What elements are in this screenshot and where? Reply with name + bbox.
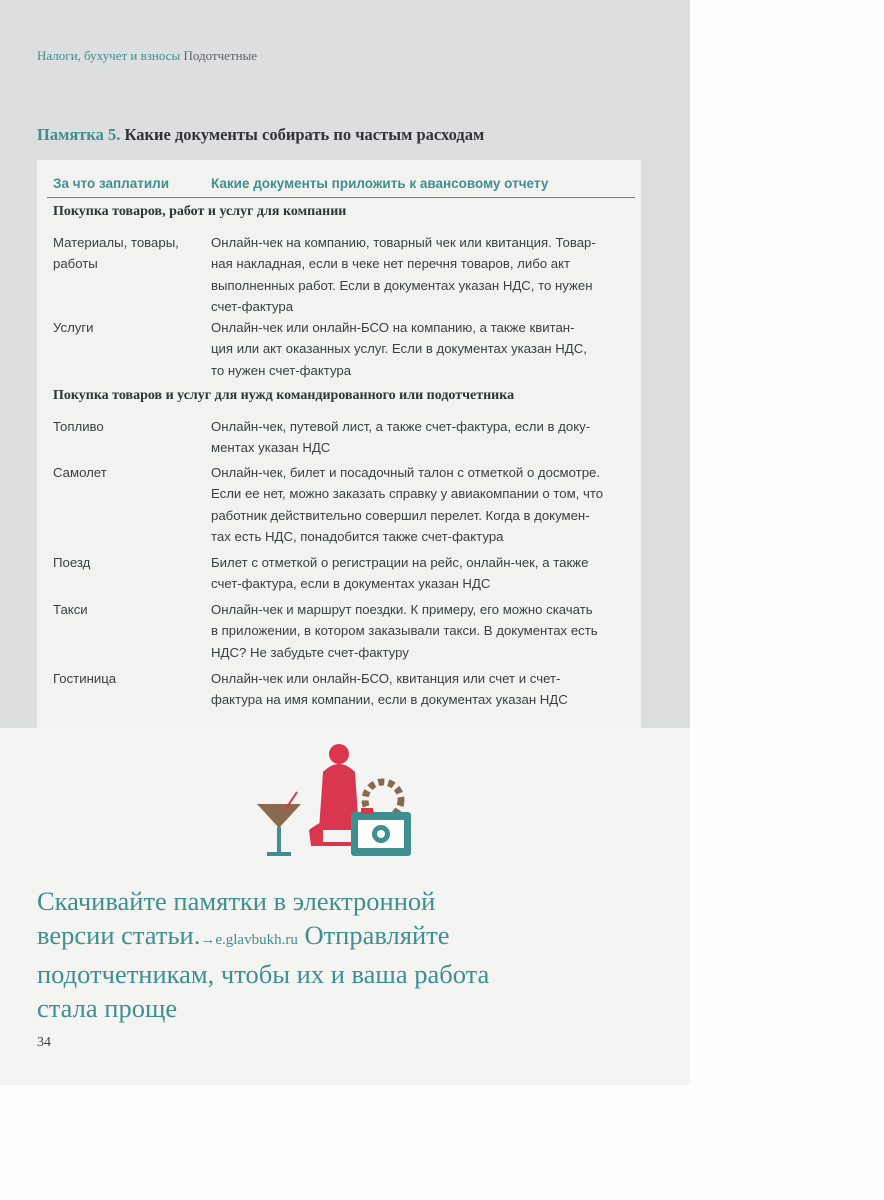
group-heading-company: Покупка товаров, работ и услуг для компании [53,204,347,219]
expenses-illustration [255,742,425,862]
item-line: Топливо [53,419,104,434]
promo-line: подотчетникам, чтобы их и ваша работа [37,959,490,989]
item-line: Услуги [53,320,94,335]
docs-line: Онлайн-чек и маршрут поездки. К примеру, его можно скачать [211,602,593,617]
row-item [53,462,198,483]
promo-fragment: Отправляйте [304,920,450,950]
column-header-paid-for: За что заплатили [53,176,170,191]
row-item [53,552,198,573]
docs-line: ментах указан НДС [211,440,331,456]
row-item [53,416,198,437]
docs-line: Онлайн-чек или онлайн-БСО, квитанция или счет и счет- [211,671,561,686]
header-divider [47,197,635,198]
documents-table [37,160,641,728]
row-docs [211,462,631,547]
promo-line [37,918,647,957]
docs-line: Онлайн-чек или онлайн-БСО на компанию, а также квитан- [211,320,575,335]
item-line: работы [53,256,98,272]
row-docs [211,232,631,317]
row-docs [211,552,631,595]
running-head [37,48,257,64]
docs-line: Онлайн-чек на компанию, товарный чек или квитанция. Товар- [211,235,596,250]
memo-heading: Какие документы собирать по частым расходам [124,125,485,144]
site-link[interactable]: →e.glavbukh.ru [200,932,298,948]
page-number: 34 [37,1035,51,1050]
column-header-documents: Какие документы приложить к авансовому отчету [211,176,549,191]
docs-line: в приложении, в котором заказывали такси. В документах есть [211,623,598,639]
docs-line: Онлайн-чек, путевой лист, а также счет-фактура, если в доку- [211,419,591,434]
promo-fragment: версии статьи. [37,920,201,950]
section-name: Налоги, бухучет и взносы [37,48,181,63]
promo-line: стала проще [37,993,178,1023]
docs-line: выполненных работ. Если в документах указан НДС, то нужен [211,277,593,293]
row-docs [211,416,631,459]
memo-title [37,125,484,145]
docs-line: работник действительно совершил перелет. Когда в докумен- [211,507,590,523]
docs-line: Если ее нет, можно заказать справку у авиакомпании о том, что [211,486,604,502]
promo-text [37,884,647,1025]
promo-line: Скачивайте памятки в электронной [37,886,436,916]
docs-line: фактура на имя компании, если в документах указан НДС [211,692,568,708]
row-docs [211,599,631,663]
row-item [53,232,198,275]
row-item [53,599,198,620]
item-line: Поезд [53,555,91,570]
docs-line: НДС? Не забудьте счет-фактуру [211,644,409,660]
row-docs [211,668,631,711]
docs-line: счет-фактура, если в документах указан НДС [211,576,491,592]
docs-line: тах есть НДС, понадобится также счет-фактура [211,528,504,544]
docs-line: счет-фактура [211,298,294,314]
row-item [53,668,198,689]
cocktail-icon [257,792,301,856]
docs-line: ная накладная, если в чеке нет перечня товаров, либо акт [211,256,571,272]
docs-line: Онлайн-чек, билет и посадочный талон с отметкой о досмотре. [211,465,601,480]
group-heading-travel: Покупка товаров и услуг для нужд командированного или подотчетника [53,388,515,403]
table-header [53,176,635,191]
item-line: Такси [53,602,88,617]
docs-line: то нужен счет-фактура [211,362,352,378]
topic-name: Подотчетные [183,48,258,63]
docs-line: Билет с отметкой о регистрации на рейс, онлайн-чек, а также [211,555,589,570]
row-item [53,317,198,338]
item-line: Материалы, товары, [53,235,179,250]
docs-line: ция или акт оказанных услуг. Если в документах указан НДС, [211,341,587,357]
item-line: Гостиница [53,671,117,686]
memo-number: Памятка 5. [37,125,121,144]
row-docs [211,317,631,381]
camera-icon [351,808,411,856]
item-line: Самолет [53,465,107,480]
